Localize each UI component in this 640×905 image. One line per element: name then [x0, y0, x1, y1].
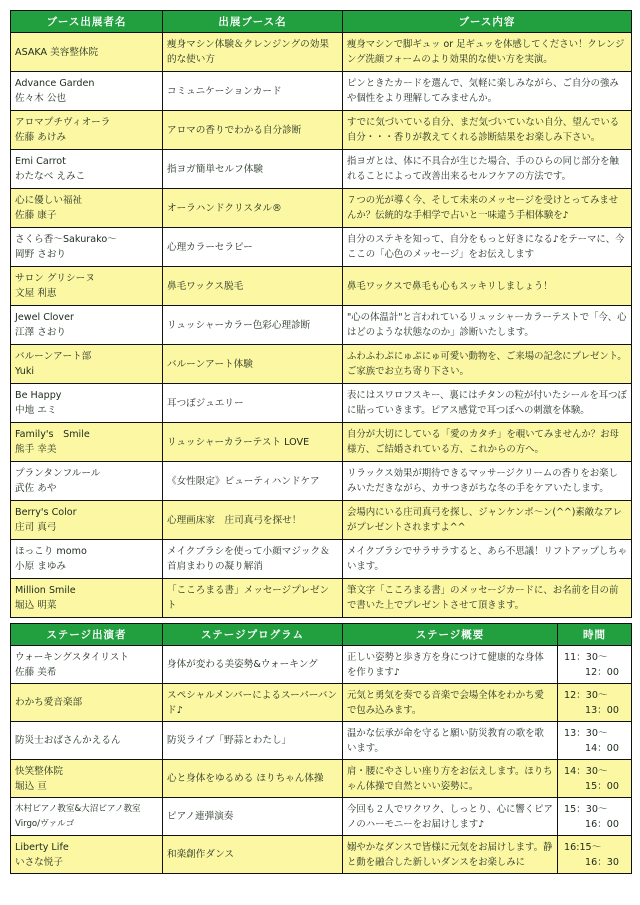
- booth-row: [11, 423, 632, 462]
- exhibitor-person: 文屋 利恵: [15, 288, 57, 299]
- booth-content-cell: すでに気づいている自分、まだ気づいていない自分、望んでいる自分・・・香りが教えてくれる診断結果をお楽しみ下さい。: [343, 111, 632, 150]
- exhibitor-name: サロン グリシーヌ: [15, 273, 95, 284]
- stage-header-time: 時間: [558, 624, 632, 646]
- booth-name-cell: オーラハンドクリスタル®: [163, 189, 343, 228]
- exhibitor-name: 心に優しい福祉: [15, 195, 83, 206]
- booth-row: [11, 72, 632, 111]
- exhibitor-person: 小原 まゆみ: [15, 561, 67, 572]
- performer-person: 佐藤 美希: [15, 666, 57, 678]
- performer-person: いさな悦子: [15, 856, 63, 868]
- exhibitor-name: Family's Smile: [15, 429, 90, 440]
- booth-name-cell: メイクブラシを使って小顔マジック＆首肩まわりの凝り解消: [163, 540, 343, 579]
- stage-row: [11, 646, 632, 684]
- booth-exhibitor-cell: [11, 540, 163, 579]
- booth-name-cell: リュッシャーカラー色彩心理診断: [163, 306, 343, 345]
- stage-summary-cell: 温かな伝承が命を守ると願い防災教育の歌を歌います。: [343, 722, 558, 760]
- stage-program-cell: 心と身体をゆるめる ほりちゃん体操: [163, 760, 343, 798]
- booth-name-cell: 《女性限定》ビューティハンドケア: [163, 462, 343, 501]
- stage-time-cell: [558, 646, 632, 684]
- stage-row: [11, 798, 632, 836]
- booth-content-cell: 指ヨガとは、体に不具合が生じた場合、手のひらの同じ部分を触れることによって改善出来るセルフケアの方法です。: [343, 150, 632, 189]
- time-start: 13：30〜: [564, 727, 608, 739]
- exhibitor-person: 熊手 幸美: [15, 444, 57, 455]
- time-start: 14：30〜: [564, 765, 608, 777]
- stage-time-cell: [558, 836, 632, 874]
- stage-table: [10, 623, 632, 874]
- stage-summary-cell: 元気と勇気を奏でる音楽で会場全体をわかち愛で包み込みます。: [343, 684, 558, 722]
- booth-content-cell: 会場内にいる庄司真弓を探し、ジャンケンポ〜ン(^^)素敵なアレがプレゼントされますよ^^: [343, 501, 632, 540]
- booth-content-cell: 表にはスワロフスキー、裏にはチタンの粒が付いたシールを耳つぼに貼っていきます。ピアス感覚で耳つぼへの刺激を体験。: [343, 384, 632, 423]
- booth-name-cell: アロマの香りでわかる自分診断: [163, 111, 343, 150]
- booth-name-cell: 「こころまる書」メッセージプレゼント: [163, 579, 343, 618]
- booth-content-cell: メイクブラシでサラサラすると、あら不思議！リフトアップしちゃいます。: [343, 540, 632, 579]
- booth-name-cell: コミュニケーションカード: [163, 72, 343, 111]
- time-end: 16：00: [584, 818, 619, 830]
- booth-content-cell: 自分のステキを知って、自分をもっと好きになる♪をテーマに、今ここの「心色のメッセージ」をお伝えします: [343, 228, 632, 267]
- exhibitor-name: バルーンアート部: [15, 351, 92, 362]
- booth-name-cell: 痩身マシン体験＆クレンジングの効果的な使い方: [163, 33, 343, 72]
- booth-rows: [11, 33, 632, 618]
- time-start: 16:15〜: [564, 841, 602, 853]
- booth-exhibitor-cell: [11, 306, 163, 345]
- booth-row: [11, 33, 632, 72]
- performer-person: 堀込 亘: [15, 780, 47, 792]
- exhibitor-name: Million Smile: [15, 585, 76, 596]
- booth-exhibitor-cell: [11, 384, 163, 423]
- exhibitor-person: 佐々木 公也: [15, 93, 67, 104]
- exhibitor-person: Yuki: [15, 366, 35, 377]
- exhibitor-name: Berry's Color: [15, 507, 77, 518]
- exhibitor-person: 庄司 真弓: [15, 522, 57, 533]
- booth-content-cell: ピンときたカードを選んで、気軽に楽しみながら、ご自分の強みや個性をより理解してみませんか。: [343, 72, 632, 111]
- booth-row: [11, 150, 632, 189]
- exhibitor-person: わたなべ えみこ: [15, 171, 86, 182]
- stage-performer-cell: [11, 760, 163, 798]
- exhibitor-name: アロマプチヴィオーラ: [15, 117, 111, 128]
- performer-name: 快笑整体院: [15, 765, 63, 777]
- booth-header-content: ブース内容: [343, 11, 632, 33]
- time-end: 14：00: [584, 742, 619, 754]
- booth-header-exhibitor: ブース出展者名: [11, 11, 163, 33]
- booth-exhibitor-cell: [11, 345, 163, 384]
- stage-rows: [11, 646, 632, 874]
- booth-row: [11, 384, 632, 423]
- stage-program-cell: 和楽創作ダンス: [163, 836, 343, 874]
- booth-content-cell: ７つの光が導く今、そして未来のメッセージを受けとってみませんか？伝統的な手相学で占いと一味違う手相体験を♪: [343, 189, 632, 228]
- booth-row: [11, 189, 632, 228]
- exhibitor-name: ほっこり momo: [15, 546, 87, 557]
- time-start: 12：30〜: [564, 689, 608, 701]
- exhibitor-name: プランタンフルール: [15, 468, 101, 479]
- stage-header-summary: ステージ概要: [343, 624, 558, 646]
- booth-exhibitor-cell: [11, 501, 163, 540]
- booth-content-cell: 鼻毛ワックスで鼻毛も心もスッキリしましょう！: [343, 267, 632, 306]
- booth-name-cell: 鼻毛ワックス脱毛: [163, 267, 343, 306]
- exhibitor-person: 岡野 さおり: [15, 249, 67, 260]
- stage-performer-cell: [11, 722, 163, 760]
- exhibitor-name: さくら香〜Sakurako〜: [15, 234, 117, 245]
- stage-header-performer: ステージ出演者: [11, 624, 163, 646]
- booth-name-cell: 心理カラーセラピー: [163, 228, 343, 267]
- stage-program-cell: スペシャルメンバーによるスーパーバンド♪: [163, 684, 343, 722]
- booth-row: [11, 345, 632, 384]
- booth-row: [11, 501, 632, 540]
- booth-row: [11, 540, 632, 579]
- performer-name: ウォーキングスタイリスト: [15, 651, 129, 663]
- stage-header-row: [11, 624, 632, 646]
- booth-row: [11, 579, 632, 618]
- exhibitor-person: 武佐 あや: [15, 483, 57, 494]
- performer-name: 防災士おばさんかえるん: [15, 735, 121, 746]
- exhibitor-person: 江澤 さおり: [15, 327, 67, 338]
- stage-performer-cell: [11, 836, 163, 874]
- stage-summary-cell: 肩・腰にやさしい座り方をお伝えします。ほりちゃん体操で自然といい姿勢に。: [343, 760, 558, 798]
- stage-performer-cell: [11, 684, 163, 722]
- booth-exhibitor-cell: [11, 150, 163, 189]
- booth-row: [11, 462, 632, 501]
- booth-name-cell: 耳つぼジュエリー: [163, 384, 343, 423]
- performer-name: Liberty Life: [15, 841, 69, 853]
- booth-name-cell: リュッシャーカラーテスト LOVE: [163, 423, 343, 462]
- stage-performer-cell: [11, 646, 163, 684]
- booth-row: [11, 267, 632, 306]
- stage-row: [11, 722, 632, 760]
- time-end: 12：00: [584, 666, 619, 678]
- booth-row: [11, 306, 632, 345]
- stage-time-cell: [558, 798, 632, 836]
- booth-row: [11, 111, 632, 150]
- booth-header-row: [11, 11, 632, 33]
- booth-content-cell: "心の体温計"と言われているリュッシャーカラーテストで「今、心はどのような状態なのか」診断いたします。: [343, 306, 632, 345]
- booth-content-cell: 筆文字「こころまる書」のメッセージカードに、お名前を目の前で書いた上でプレゼントさせて頂きます。: [343, 579, 632, 618]
- booth-name-cell: 指ヨガ簡単セルフ体験: [163, 150, 343, 189]
- booth-table: [10, 10, 632, 618]
- booth-exhibitor-cell: [11, 579, 163, 618]
- stage-program-cell: 防災ライブ「野蒜とわたし」: [163, 722, 343, 760]
- time-end: 16：30: [584, 856, 619, 868]
- booth-name-cell: 心理画床家 庄司真弓を探せ！: [163, 501, 343, 540]
- stage-program-cell: ピアノ連弾演奏: [163, 798, 343, 836]
- booth-content-cell: ふわふわぷにゅぷにゅ可愛い動物を、ご来場の記念にプレゼント。ご家族でお立ち寄り下さい。: [343, 345, 632, 384]
- time-start: 15：30〜: [564, 803, 608, 815]
- time-end: 15：00: [584, 780, 619, 792]
- booth-exhibitor-cell: [11, 267, 163, 306]
- stage-summary-cell: 今回も２人でワクワク、しっとり、心に響くピアノのハーモニーをお届けします♪: [343, 798, 558, 836]
- exhibitor-name: Advance Garden: [15, 78, 95, 89]
- exhibitor-name: Be Happy: [15, 390, 62, 401]
- stage-header-program: ステージプログラム: [163, 624, 343, 646]
- exhibitor-person: 佐藤 あけみ: [15, 132, 67, 143]
- stage-row: [11, 684, 632, 722]
- booth-exhibitor-cell: [11, 228, 163, 267]
- booth-exhibitor-cell: [11, 462, 163, 501]
- stage-time-cell: [558, 722, 632, 760]
- booth-exhibitor-cell: [11, 423, 163, 462]
- booth-exhibitor-cell: [11, 72, 163, 111]
- stage-summary-cell: 嫋やかなダンスで皆様に元気をお届けします。静と動を融合した新しいダンスをお楽しみに: [343, 836, 558, 874]
- exhibitor-person: 中地 エミ: [15, 405, 57, 416]
- booth-content-cell: 痩身マシンで脚ギュッ or 足ギュッを体感してください！クレンジング洗顔フォームのより効果的な使い方を実演。: [343, 33, 632, 72]
- stage-row: [11, 836, 632, 874]
- stage-time-cell: [558, 684, 632, 722]
- booth-row: [11, 228, 632, 267]
- exhibitor-name: Jewel Clover: [15, 312, 74, 323]
- time-start: 11：30〜: [564, 651, 608, 663]
- stage-performer-cell: [11, 798, 163, 836]
- performer-name: わかち愛音楽部: [15, 697, 83, 708]
- stage-summary-cell: 正しい姿勢と歩き方を身につけて健康的な身体を作ります♪: [343, 646, 558, 684]
- stage-time-cell: [558, 760, 632, 798]
- booth-content-cell: リラックス効果が期待できるマッサージクリームの香りをお楽しみいただきながら、カサつきがちな冬の手をケアいたします。: [343, 462, 632, 501]
- exhibitor-name: ASAKA 美容整体院: [15, 46, 99, 58]
- event-program-sheet: [10, 10, 631, 874]
- booth-header-booth-name: 出展ブース名: [163, 11, 343, 33]
- booth-exhibitor-cell: [11, 189, 163, 228]
- stage-program-cell: 身体が変わる美姿勢&ウォーキング: [163, 646, 343, 684]
- booth-exhibitor-cell: [11, 33, 163, 72]
- performer-person: Virgo/ヴァルゴ: [15, 818, 75, 829]
- performer-name: 木村ピアノ教室&大沼ピアノ教室: [15, 803, 141, 814]
- booth-name-cell: バルーンアート体験: [163, 345, 343, 384]
- exhibitor-name: Emi Carrot: [15, 156, 66, 167]
- stage-row: [11, 760, 632, 798]
- exhibitor-person: 佐藤 康子: [15, 210, 57, 221]
- booth-content-cell: 自分が大切にしている「愛のカタチ」を覗いてみませんか？お母様方、ご結婚されている方、これからの方へ。: [343, 423, 632, 462]
- booth-exhibitor-cell: [11, 111, 163, 150]
- exhibitor-person: 堀込 明菜: [15, 600, 57, 611]
- time-end: 13：00: [584, 704, 619, 716]
